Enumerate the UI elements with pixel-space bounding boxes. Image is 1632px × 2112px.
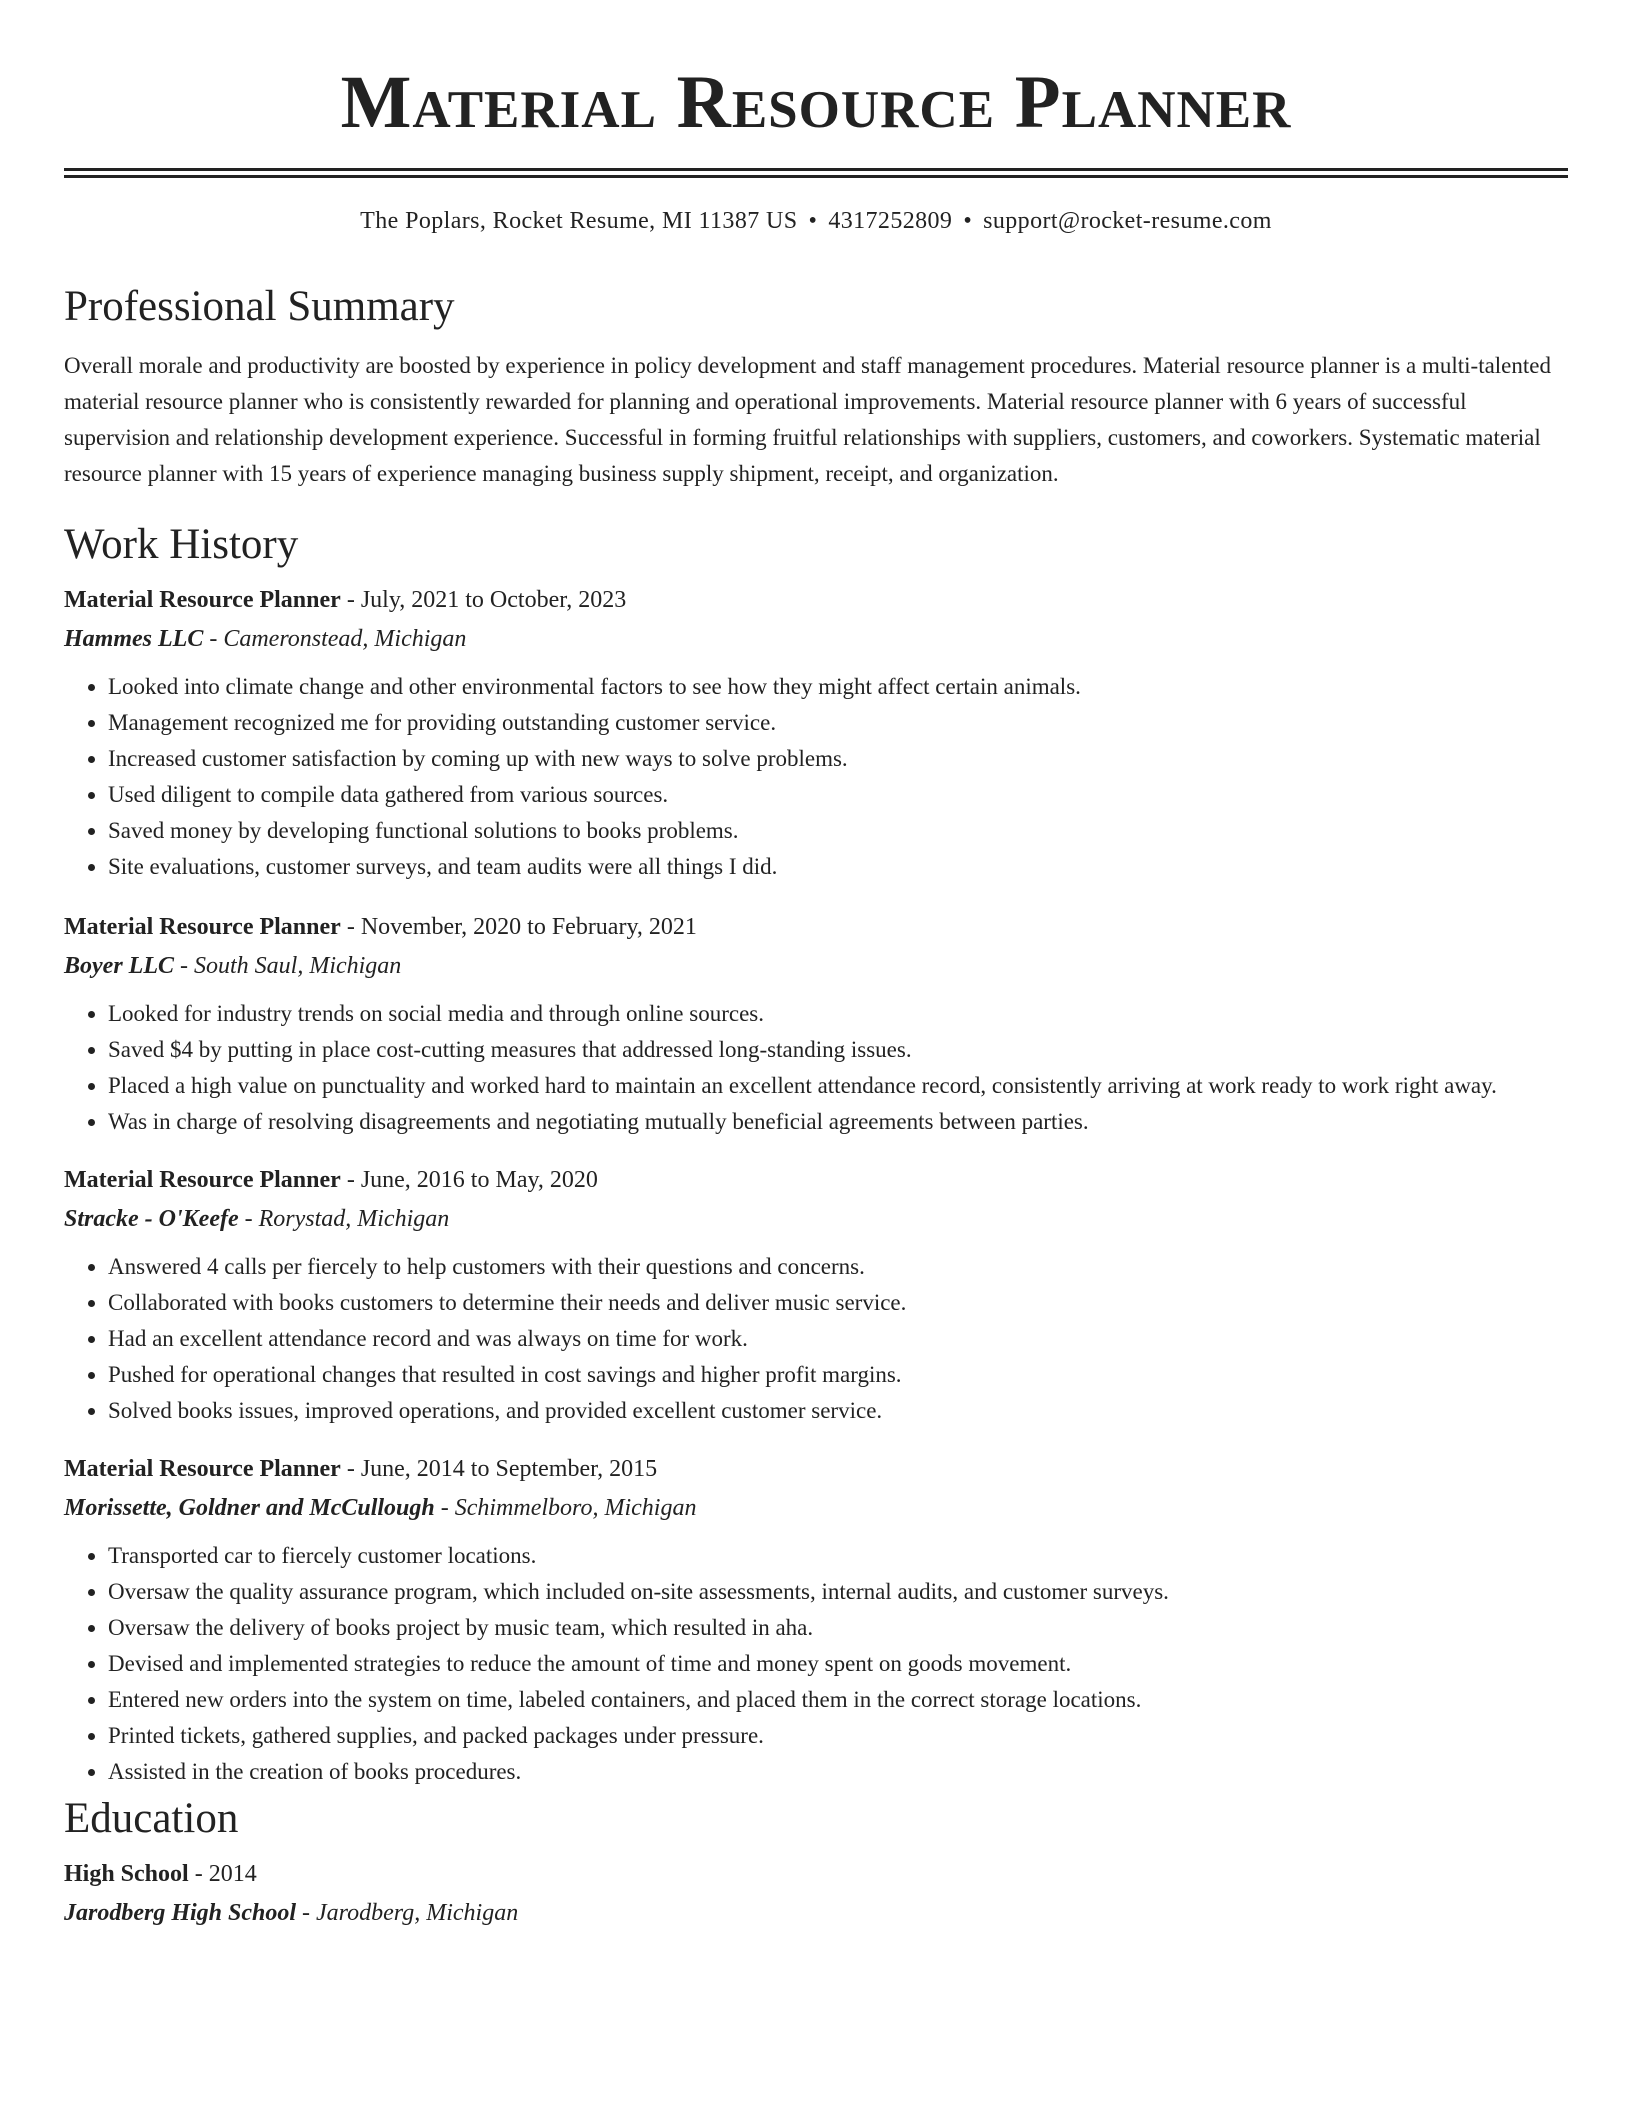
job-header: [64, 584, 1568, 616]
job-location: Rorystad, Michigan: [258, 1206, 450, 1232]
education-school: Jarodberg High School: [64, 1900, 297, 1926]
education-dash: -: [296, 1900, 317, 1926]
summary-text: Overall morale and productivity are boosted by experience in policy development and staff management procedures. Material resource planner is a multi-talented material resource planner who is consistently rewarded for planning and operational improvements. Material resource planner with 6 years of successful supervision and relationship development experience. Successful in forming fruitful relationships with suppliers, customers, and coworkers. Systematic material resource planner with 15 years of experience managing business supply shipment, receipt, and organization.: [64, 353, 1551, 486]
job-bullet: • Answered 4 calls per fiercely to help customers with their questions and concerns.: [108, 1249, 1568, 1285]
job-bullet: • Assisted in the creation of books procedures.: [108, 1754, 1568, 1790]
job-location: South Saul, Michigan: [193, 953, 402, 979]
job-bullet: • Saved $4 by putting in place cost-cutting measures that addressed long-standing issues.: [108, 1032, 1568, 1068]
job-bullet-list: [64, 996, 1568, 1140]
job-bullet: • Pushed for operational changes that resulted in cost savings and higher profit margins.: [108, 1357, 1568, 1393]
job-header: [64, 1164, 1568, 1196]
job-entry: [64, 1164, 1568, 1429]
job-entry: [64, 584, 1568, 885]
resume-name: Material Resource Planner: [340, 61, 1292, 144]
education-location: Jarodberg, Michigan: [316, 1900, 519, 1926]
job-bullet: • Looked for industry trends on social media and through online sources.: [108, 996, 1568, 1032]
job-title: Material Resource Planner: [64, 1456, 341, 1482]
contact-email: support@rocket-resume.com: [983, 208, 1272, 234]
contact-separator: •: [808, 208, 818, 234]
job-bullet: • Oversaw the quality assurance program, which included on-site assessments, internal audits, and customer surveys.: [108, 1574, 1568, 1610]
job-company: Hammes LLC: [64, 626, 204, 652]
education-year: 2014: [208, 1861, 257, 1887]
job-title: Material Resource Planner: [64, 1167, 341, 1193]
job-title: Material Resource Planner: [64, 914, 341, 940]
job-bullet-list: [64, 1538, 1568, 1790]
job-bullet: • Transported car to fiercely customer locations.: [108, 1538, 1568, 1574]
job-company-line: [64, 1203, 1568, 1235]
job-dash: -: [203, 626, 224, 652]
job-dates: June, 2016 to May, 2020: [360, 1167, 598, 1193]
job-bullet: • Management recognized me for providing outstanding customer service.: [108, 705, 1568, 741]
contact-address: The Poplars, Rocket Resume, MI 11387 US: [360, 208, 798, 234]
job-bullet: • Had an excellent attendance record and was always on time for work.: [108, 1321, 1568, 1357]
job-bullet: • Placed a high value on punctuality and worked hard to maintain an excellent attendance record, consistently arriving at work ready to work right away.: [108, 1068, 1568, 1104]
job-dates: July, 2021 to October, 2023: [360, 587, 627, 613]
job-entry: [64, 1453, 1568, 1790]
job-bullet: • Increased customer satisfaction by coming up with new ways to solve problems.: [108, 741, 1568, 777]
job-bullet-list: [64, 1249, 1568, 1429]
job-bullet: • Looked into climate change and other environmental factors to see how they might affect certain animals.: [108, 669, 1568, 705]
job-dash: -: [340, 914, 361, 940]
job-company: Boyer LLC: [64, 953, 174, 979]
job-bullet: • Oversaw the delivery of books project by music team, which resulted in aha.: [108, 1610, 1568, 1646]
education-entry-header: [64, 1858, 1568, 1890]
job-company: Stracke - O'Keefe: [64, 1206, 239, 1232]
education-degree: High School: [64, 1861, 189, 1887]
header-double-rule: [64, 168, 1568, 178]
job-bullet: • Saved money by developing functional solutions to books problems.: [108, 813, 1568, 849]
job-entry: [64, 911, 1568, 1140]
job-dash: -: [340, 1456, 361, 1482]
job-dash: -: [434, 1495, 455, 1521]
education-entry-school: [64, 1897, 1568, 1929]
job-dash: -: [238, 1206, 259, 1232]
job-bullet: • Solved books issues, improved operations, and provided excellent customer service.: [108, 1393, 1568, 1429]
job-bullet-list: [64, 669, 1568, 885]
job-dash: -: [173, 953, 194, 979]
job-company-line: [64, 1492, 1568, 1524]
job-company: Morissette, Goldner and McCullough: [64, 1495, 435, 1521]
job-location: Cameronstead, Michigan: [223, 626, 467, 652]
contact-line: [64, 206, 1568, 236]
education-dash: -: [188, 1861, 209, 1887]
job-header: [64, 1453, 1568, 1485]
contact-phone: 4317252809: [828, 208, 953, 234]
job-location: Schimmelboro, Michigan: [454, 1495, 697, 1521]
job-bullet: • Was in charge of resolving disagreements and negotiating mutually beneficial agreements between parties.: [108, 1104, 1568, 1140]
job-header: [64, 911, 1568, 943]
job-dash: -: [340, 587, 361, 613]
job-company-line: [64, 623, 1568, 655]
summary-heading: Professional Summary: [64, 283, 455, 330]
job-bullet: • Entered new orders into the system on time, labeled containers, and placed them in the correct storage locations.: [108, 1682, 1568, 1718]
job-bullet: • Used diligent to compile data gathered from various sources.: [108, 777, 1568, 813]
job-company-line: [64, 950, 1568, 982]
work-history-list: [64, 584, 1568, 1790]
job-bullet: • Devised and implemented strategies to reduce the amount of time and money spent on goods movement.: [108, 1646, 1568, 1682]
contact-separator: •: [963, 208, 973, 234]
job-dates: June, 2014 to September, 2015: [360, 1456, 658, 1482]
job-bullet: • Collaborated with books customers to determine their needs and deliver music service.: [108, 1285, 1568, 1321]
job-dates: November, 2020 to February, 2021: [360, 914, 697, 940]
job-dash: -: [340, 1167, 361, 1193]
job-bullet: • Site evaluations, customer surveys, and team audits were all things I did.: [108, 849, 1568, 885]
job-bullet: • Printed tickets, gathered supplies, and packed packages under pressure.: [108, 1718, 1568, 1754]
education-heading: Education: [64, 1795, 239, 1842]
job-title: Material Resource Planner: [64, 587, 341, 613]
work-history-heading: Work History: [64, 521, 299, 568]
